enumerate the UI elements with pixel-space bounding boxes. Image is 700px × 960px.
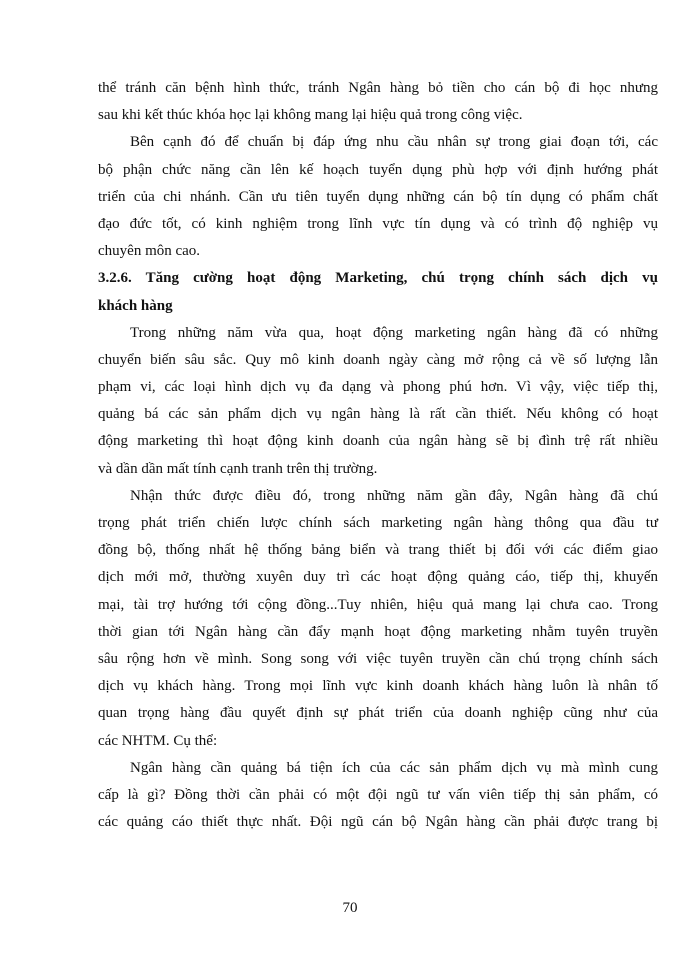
page-number: 70 [342, 900, 358, 916]
text-line: bộ phận chức năng cần lên kế hoạch tuyển dụng phù hợp với định hướng phát [98, 161, 658, 178]
text-line: Trong những năm vừa qua, hoạt động marketing ngân hàng đã có những [130, 324, 658, 341]
text-line: dịch mới mở, thường xuyên duy trì các hoạt động quảng cáo, tiếp thị, khuyến [98, 569, 658, 586]
paragraph-recruitment [98, 129, 658, 265]
text-line: các NHTM. Cụ thể: [98, 732, 218, 749]
text-line: triển của chi nhánh. Cần ưu tiên tuyển dụng những cán bộ tín dụng có phẩm chất [98, 188, 658, 205]
text-line: quan trọng hàng đầu quyết định sự phát triển của doanh nghiệp cũng như của [98, 705, 658, 722]
section-heading [98, 265, 658, 319]
text-line: động marketing thì hoạt động kinh doanh của ngân hàng sẽ bị đình trệ rất nhiều [98, 433, 658, 450]
text-line: Bên cạnh đó để chuẩn bị đáp ứng nhu cầu nhân sự trong giai đoạn tới, các [130, 134, 658, 151]
text-line: dịch vụ khách hàng. Trong mọi lĩnh vực kinh doanh khách hàng luôn là nhân tố [98, 678, 658, 695]
text-line: Nhận thức được điều đó, trong những năm gần đây, Ngân hàng đã chú [130, 487, 658, 504]
paragraph-marketing-changes [98, 320, 658, 483]
text-line: Ngân hàng cần quảng bá tiện ích của các sản phẩm dịch vụ mà mình cung [130, 759, 658, 776]
heading-line: 3.2.6. Tăng cường hoạt động Marketing, chú trọng chính sách dịch vụ [98, 270, 658, 287]
text-line: cấp là gì? Đồng thời cần phải có một đội ngũ tư vấn viên tiếp thị sản phẩm, có [98, 786, 658, 803]
text-line: và dần dần mất tính cạnh tranh trên thị trường. [98, 460, 378, 477]
paragraph-marketing-strategy [98, 483, 658, 755]
text-line: chuyển biến sâu sắc. Quy mô kinh doanh ngày càng mở rộng cả về số lượng lẫn [98, 351, 658, 368]
text-line: mại, tài trợ hướng tới cộng đồng...Tuy nhiên, hiệu quả mang lại chưa cao. Trong [98, 596, 658, 613]
text-line: sau khi kết thúc khóa học lại không mang lại hiệu quả trong công việc. [98, 107, 523, 124]
paragraph-training-conclusion [98, 75, 658, 129]
text-line: trọng phát triển chiến lược chính sách marketing ngân hàng thông qua đầu tư [98, 515, 658, 531]
text-line: đồng bộ, thống nhất hệ thống bảng biển và trang thiết bị đối với các điểm giao [98, 542, 658, 559]
document-page [98, 75, 658, 836]
text-line: thời gian tới Ngân hàng cần đẩy mạnh hoạt động marketing nhằm tuyên truyền [98, 623, 658, 640]
text-line: sâu rộng hơn về mình. Song song với việc tuyên truyền cần chú trọng chính sách [98, 650, 658, 667]
heading-line: khách hàng [98, 297, 173, 314]
text-line: đạo đức tốt, có kinh nghiệm trong lĩnh vực tín dụng và có trình độ nghiệp vụ [98, 215, 658, 232]
text-line: chuyên môn cao. [98, 243, 201, 260]
text-line: quảng bá các sản phẩm dịch vụ ngân hàng là rất cần thiết. Nếu không có hoạt [98, 406, 658, 423]
text-line: các quảng cáo thiết thực nhất. Đội ngũ cán bộ Ngân hàng cần phải được trang bị [98, 814, 658, 831]
text-line: phạm vi, các loại hình dịch vụ đa dạng và phong phú hơn. Vì vậy, việc tiếp thị, [98, 379, 658, 396]
text-line: thể tránh căn bệnh hình thức, tránh Ngân hàng bỏ tiền cho cán bộ đi học nhưng [98, 80, 658, 96]
paragraph-product-promotion [98, 755, 658, 837]
